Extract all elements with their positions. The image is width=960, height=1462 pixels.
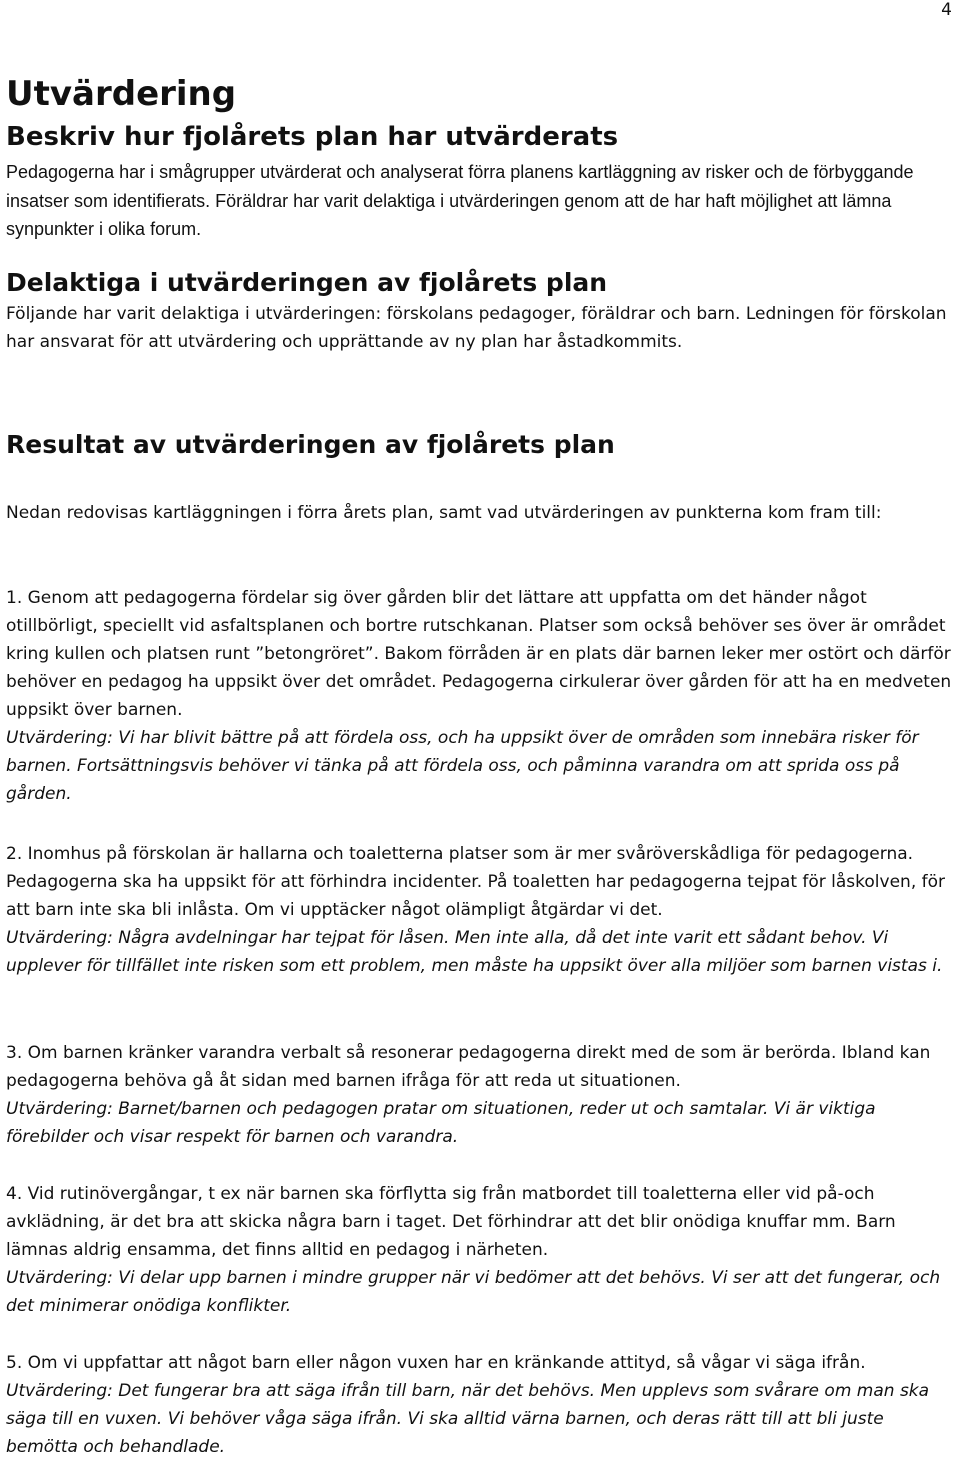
section-intro-resultat: Nedan redovisas kartläggningen i förra årets plan, samt vad utvärderingen av punkterna kom fram till: [6, 503, 882, 523]
list-item [6, 1180, 956, 1320]
item-text: 2. Inomhus på förskolan är hallarna och toaletterna platser som är mer svåröverskådliga för pedagogerna. Pedagogerna ska ha uppsikt för att förhindra incidenter. På toaletten har pedagogerna tejpat för låskolven, för att barn inte ska bli inlåsta. Om vi upptäcker något olämpligt åtgärdar vi det. [6, 844, 946, 920]
item-evaluation: Utvärdering: Vi har blivit bättre på att fördela oss, och ha uppsikt över de områden som innebära risker för barnen. Fortsättningsvis behöver vi tänka på att fördela oss, och påminna varandra om att sprida oss på gården. [6, 728, 919, 804]
item-evaluation: Utvärdering: Några avdelningar har tejpat för låsen. Men inte alla, då det inte varit ett sådant behov. Vi upplever för tillfället inte risken som ett problem, men måste ha uppsikt över alla miljöer som barnen vistas i. [6, 928, 943, 976]
list-item [6, 584, 956, 808]
item-evaluation: Utvärdering: Det fungerar bra att säga ifrån till barn, när det behövs. Men upplevs som svårare om man ska säga till en vuxen. Vi behöver våga säga ifrån. Vi ska alltid värna barnen, och deras rätt till att bli juste bemötta och behandlade. [6, 1381, 930, 1457]
section-heading-beskriv: Beskriv hur fjolårets plan har utvärderats [6, 122, 619, 152]
section-heading-delaktiga: Delaktiga i utvärderingen av fjolårets plan [6, 268, 608, 297]
section-text-delaktiga: Följande har varit delaktiga i utvärderingen: förskolans pedagoger, föräldrar och barn. Ledningen för förskolan har ansvarat för att utvärdering och upprättande av ny plan har åstadkommits. [6, 304, 947, 352]
item-evaluation: Utvärdering: Barnet/barnen och pedagogen pratar om situationen, reder ut och samtalar. Vi är viktiga förebilder och visar respekt för barnen och varandra. [6, 1099, 876, 1147]
list-item [6, 1349, 956, 1461]
item-text: 4. Vid rutinövergångar, t ex när barnen ska förflytta sig från matbordet till toaletterna eller vid på-och avklädning, är det bra att skicka några barn i taget. Det förhindrar att det blir onödiga knuffar mm. Barn lämnas aldrig ensamma, det finns alltid en pedagog i närheten. [6, 1184, 896, 1260]
section-text-beskriv: Pedagogerna har i smågrupper utvärderat och analyserat förra planens kartläggning av risker och de förbyggande insatser som identifierats. Föräldrar har varit delaktiga i utvärderingen genom att de har haft möjlighet att lämna synpunkter i olika forum. [6, 162, 914, 239]
item-text: 1. Genom att pedagogerna fördelar sig över gården blir det lättare att uppfatta om det händer något otillbörligt, speciellt vid asfaltsplanen och bortre rutschkanan. Platser som också behöver ses över är området kring kullen och platsen runt ”betongröret”. Bakom förråden är en plats där barnen leker mer ostört och därför behöver en pedagog ha uppsikt över det området. Pedagogerna cirkulerar över gården för att ha en medveten uppsikt över barnen. [6, 588, 952, 720]
item-text: 5. Om vi uppfattar att något barn eller någon vuxen har en kränkande attityd, så vågar vi säga ifrån. [6, 1353, 866, 1373]
item-text: 3. Om barnen kränker varandra verbalt så resonerar pedagogerna direkt med de som är berörda. Ibland kan pedagogerna behöva gå åt sidan med barnen ifråga för att reda ut situationen. [6, 1043, 931, 1091]
page-title: Utvärdering [6, 74, 237, 114]
section-heading-resultat: Resultat av utvärderingen av fjolårets plan [6, 430, 615, 459]
list-item [6, 1039, 956, 1151]
page-number: 4 [941, 0, 952, 20]
item-evaluation: Utvärdering: Vi delar upp barnen i mindre grupper när vi bedömer att det behövs. Vi ser att det fungerar, och det minimerar onödiga konflikter. [6, 1268, 941, 1316]
list-item [6, 840, 956, 980]
